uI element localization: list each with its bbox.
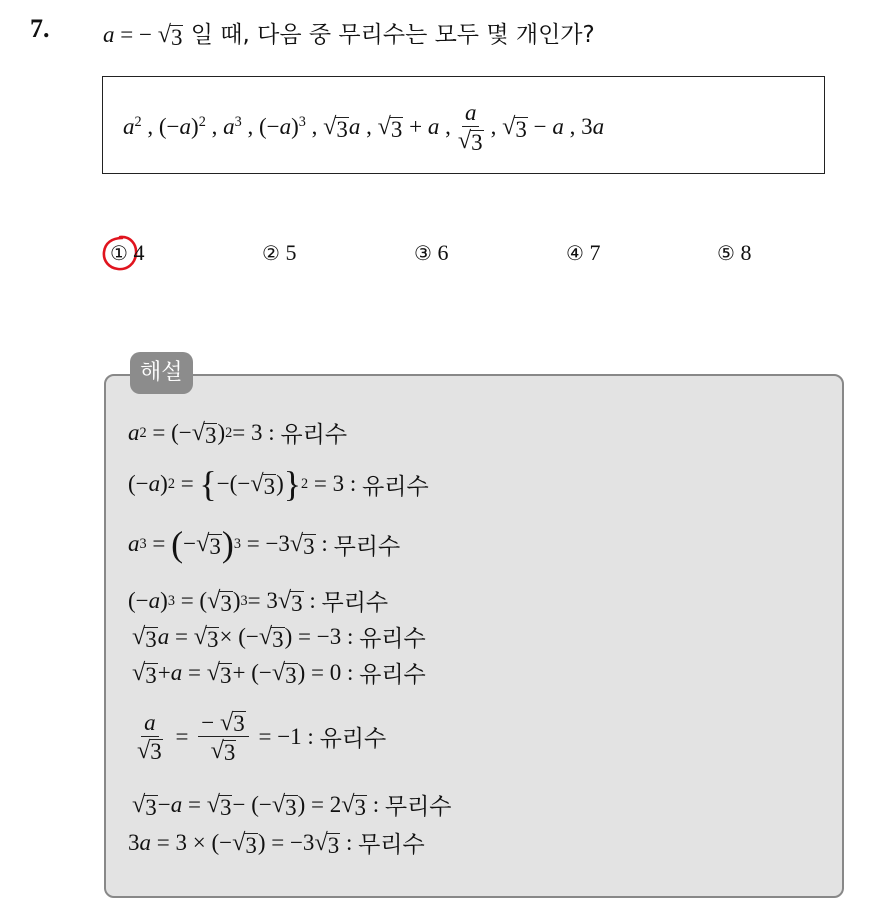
answer-choices	[110, 240, 810, 274]
expr-sqrt3-plus-a: √ 3 + a	[377, 113, 440, 143]
choice-2[interactable]: ② 5	[262, 240, 297, 265]
choice-1[interactable]: ① 4	[110, 240, 145, 265]
choice-4[interactable]: ④ 7	[566, 240, 601, 265]
solution-line-7: a √ 3 = − √ 3 √ 3 = −1 : 유리수	[137, 709, 387, 765]
solution-tag: 해설	[130, 352, 193, 394]
choice-3[interactable]: ③ 6	[414, 240, 449, 265]
question-condition-math: a = − √ 3	[103, 21, 183, 50]
expression-list: $a^2$ , $(-a)^2$ , $a^3$ , $(-a)^3$ , √ 3 a , √ 3 + a , a √ 3 , √ 3 − a , 3a	[123, 100, 605, 155]
expr-sqrt3-minus-a: √ 3 − a	[502, 113, 564, 143]
solution-line-4: (− a ) 3 = ( √ 3 ) 3 = 3 √ 3 : 무리수	[128, 586, 389, 616]
expr-a-cubed: $a^3$	[223, 114, 242, 140]
expression-box	[102, 76, 825, 174]
solution-line-9: 3 a = 3 × (− √ 3 ) = −3 √ 3 : 무리수	[128, 828, 425, 858]
expr-neg-a-cubed: $(-a)^3$	[258, 114, 306, 140]
expr-sqrt3-a: √ 3 a	[323, 113, 361, 143]
question-number: 7.	[30, 14, 50, 43]
expr-a-over-sqrt3: a √ 3	[457, 100, 483, 155]
solution-line-6: √ 3 + a = √ 3 + (− √ 3 ) = 0 : 유리수	[132, 658, 426, 688]
expr-a-squared: $a^2$	[123, 114, 142, 140]
solution-line-5: √ 3 a = √ 3 × (− √ 3 ) = −3 : 유리수	[132, 622, 426, 652]
choice-5[interactable]: ⑤ 8	[717, 240, 752, 265]
expr-3a: 3a	[581, 114, 605, 140]
solution-line-1: a 2 = (− √ 3 ) 2 = 3 : 유리수	[128, 418, 348, 448]
expr-neg-a-squared: $(-a)^2$	[158, 114, 206, 140]
solution-line-8: √ 3 − a = √ 3 − (− √ 3 ) = 2 √ 3 : 무리수	[132, 790, 452, 820]
question-sentence: 일 때, 다음 중 무리수는 모두 몇 개인가?	[190, 22, 595, 48]
question-text	[103, 16, 595, 49]
solution-line-2: (− a ) 2 = { −(− √ 3 ) } 2 = 3 : 유리수	[128, 464, 429, 504]
solution-box	[104, 374, 844, 898]
solution-line-3: a 3 = ( − √ 3 ) 3 = −3 √ 3 : 무리수	[128, 524, 401, 564]
